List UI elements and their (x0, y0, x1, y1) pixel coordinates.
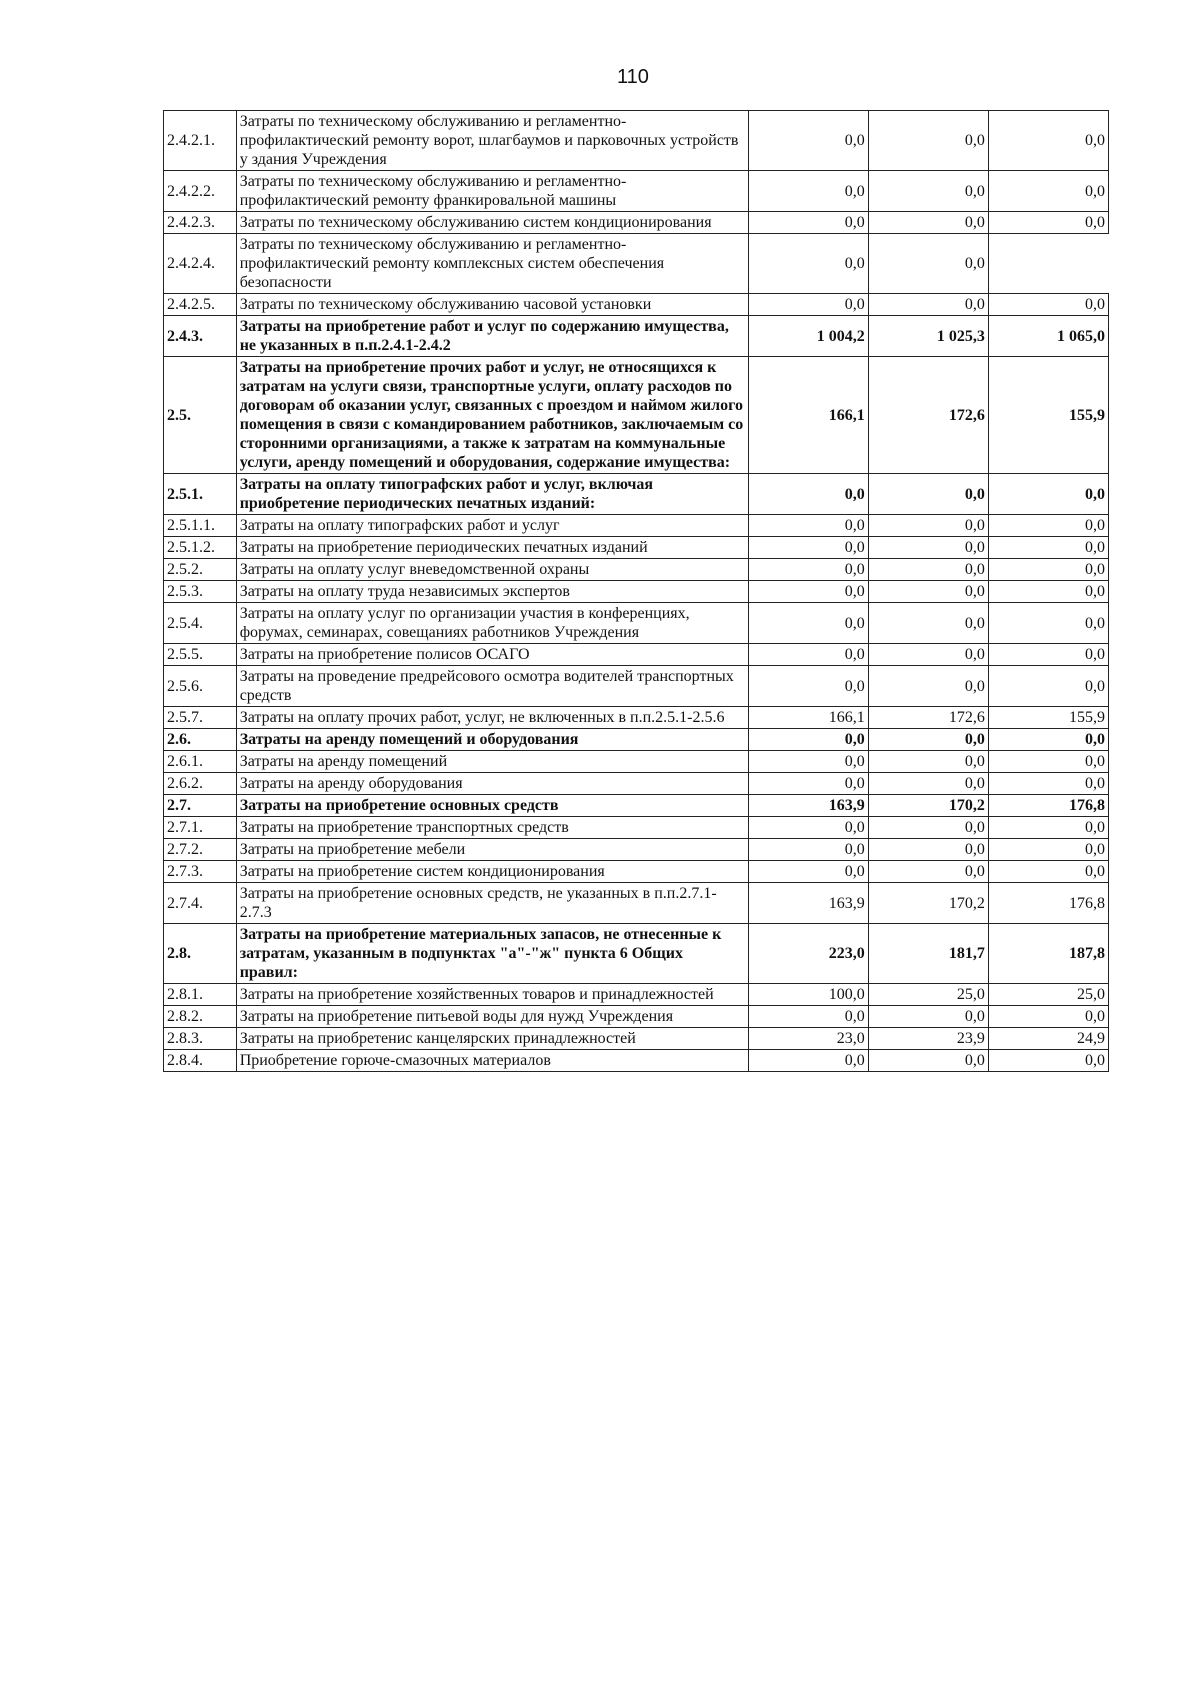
row-description: Затраты на приобретение питьевой воды для нужд Учреждения (236, 1006, 748, 1028)
row-value-3: 0,0 (988, 581, 1108, 603)
row-value-3: 0,0 (988, 644, 1108, 666)
row-value-1: 0,0 (748, 559, 868, 581)
row-value-3: 0,0 (988, 861, 1108, 883)
row-value-2: 0,0 (868, 1050, 988, 1072)
row-description: Затраты на аренду помещений и оборудования (236, 729, 748, 751)
table-row (164, 316, 1109, 357)
row-value-3 (988, 234, 1108, 294)
table-row (164, 111, 1109, 171)
row-value-1: 0,0 (748, 861, 868, 883)
budget-table-body (164, 111, 1109, 1072)
row-value-1: 163,9 (748, 883, 868, 924)
row-value-1: 0,0 (748, 644, 868, 666)
table-row (164, 751, 1109, 773)
row-value-2: 0,0 (868, 751, 988, 773)
table-row (164, 537, 1109, 559)
row-description: Затраты по техническому обслуживанию и регламентно-профилактический ремонту франкировальной машины (236, 171, 748, 212)
row-value-2: 0,0 (868, 861, 988, 883)
row-code: 2.8. (164, 924, 237, 984)
row-code: 2.8.1. (164, 984, 237, 1006)
row-value-2: 172,6 (868, 357, 988, 474)
row-value-1: 0,0 (748, 111, 868, 171)
table-row (164, 603, 1109, 644)
row-value-3: 155,9 (988, 357, 1108, 474)
row-description: Затраты по техническому обслуживанию и регламентно-профилактический ремонту ворот, шлагбаумов и парковочных устройств у здания Учреждения (236, 111, 748, 171)
row-value-1: 0,0 (748, 773, 868, 795)
row-value-1: 1 004,2 (748, 316, 868, 357)
row-value-2: 0,0 (868, 773, 988, 795)
row-description: Затраты на приобретение периодических печатных изданий (236, 537, 748, 559)
row-value-3: 176,8 (988, 883, 1108, 924)
row-value-3: 0,0 (988, 212, 1108, 234)
row-code: 2.5.2. (164, 559, 237, 581)
row-value-2: 0,0 (868, 1006, 988, 1028)
table-row (164, 559, 1109, 581)
row-description: Затраты на оплату труда независимых экспертов (236, 581, 748, 603)
row-code: 2.5. (164, 357, 237, 474)
row-value-3: 0,0 (988, 111, 1108, 171)
row-description: Затраты на приобретение полисов ОСАГО (236, 644, 748, 666)
row-value-1: 223,0 (748, 924, 868, 984)
row-value-1: 23,0 (748, 1028, 868, 1050)
row-description: Затраты на оплату типографских работ и услуг, включая приобретение периодических печатных изданий: (236, 474, 748, 515)
row-value-1: 166,1 (748, 357, 868, 474)
row-description: Затраты на приобретенис канцелярских принадлежностей (236, 1028, 748, 1050)
row-code: 2.8.2. (164, 1006, 237, 1028)
row-description: Затраты на аренду помещений (236, 751, 748, 773)
row-code: 2.7.4. (164, 883, 237, 924)
row-description: Затраты на приобретение основных средств, не указанных в п.п.2.7.1-2.7.3 (236, 883, 748, 924)
row-value-3: 0,0 (988, 603, 1108, 644)
row-description: Затраты на приобретение основных средств (236, 795, 748, 817)
row-code: 2.5.6. (164, 666, 237, 707)
row-value-2: 170,2 (868, 795, 988, 817)
row-value-3: 0,0 (988, 171, 1108, 212)
row-code: 2.6.1. (164, 751, 237, 773)
table-row (164, 644, 1109, 666)
row-code: 2.5.4. (164, 603, 237, 644)
table-row (164, 474, 1109, 515)
table-row (164, 234, 1109, 294)
row-description: Приобретение горюче-смазочных материалов (236, 1050, 748, 1072)
row-value-2: 1 025,3 (868, 316, 988, 357)
row-value-2: 0,0 (868, 212, 988, 234)
row-code: 2.4.2.3. (164, 212, 237, 234)
row-value-3: 0,0 (988, 729, 1108, 751)
row-description: Затраты на аренду оборудования (236, 773, 748, 795)
row-code: 2.7. (164, 795, 237, 817)
row-value-1: 0,0 (748, 839, 868, 861)
table-row (164, 984, 1109, 1006)
row-value-2: 0,0 (868, 515, 988, 537)
row-code: 2.8.3. (164, 1028, 237, 1050)
row-code: 2.4.3. (164, 316, 237, 357)
row-code: 2.5.1.1. (164, 515, 237, 537)
table-row (164, 795, 1109, 817)
row-value-1: 100,0 (748, 984, 868, 1006)
row-description: Затраты на приобретение материальных запасов, не отнесенные к затратам, указанным в подпунктах "а"-"ж" пункта 6 Общих правил: (236, 924, 748, 984)
row-code: 2.7.3. (164, 861, 237, 883)
row-value-2: 0,0 (868, 559, 988, 581)
row-value-2: 170,2 (868, 883, 988, 924)
row-description: Затраты по техническому обслуживанию систем кондиционирования (236, 212, 748, 234)
row-value-2: 0,0 (868, 666, 988, 707)
row-value-1: 163,9 (748, 795, 868, 817)
row-value-2: 0,0 (868, 111, 988, 171)
row-code: 2.7.2. (164, 839, 237, 861)
table-row (164, 171, 1109, 212)
row-value-1: 0,0 (748, 817, 868, 839)
row-value-1: 0,0 (748, 171, 868, 212)
row-value-3: 24,9 (988, 1028, 1108, 1050)
row-description: Затраты на приобретение работ и услуг по содержанию имущества, не указанных в п.п.2.4.1-2.4.2 (236, 316, 748, 357)
row-description: Затраты на приобретение систем кондиционирования (236, 861, 748, 883)
table-row (164, 1006, 1109, 1028)
table-row (164, 581, 1109, 603)
row-value-1: 0,0 (748, 515, 868, 537)
row-value-3: 187,8 (988, 924, 1108, 984)
row-description: Затраты на приобретение транспортных средств (236, 817, 748, 839)
row-description: Затраты на приобретение хозяйственных товаров и принадлежностей (236, 984, 748, 1006)
row-value-3: 0,0 (988, 1006, 1108, 1028)
row-value-3: 0,0 (988, 839, 1108, 861)
row-value-1: 0,0 (748, 729, 868, 751)
row-value-3: 0,0 (988, 294, 1108, 316)
row-value-2: 25,0 (868, 984, 988, 1006)
row-value-2: 0,0 (868, 644, 988, 666)
table-row (164, 1028, 1109, 1050)
row-description: Затраты на оплату услуг по организации участия в конференциях, форумах, семинарах, совещаниях работников Учреждения (236, 603, 748, 644)
row-code: 2.5.7. (164, 707, 237, 729)
row-value-3: 1 065,0 (988, 316, 1108, 357)
row-value-2: 0,0 (868, 817, 988, 839)
table-row (164, 729, 1109, 751)
row-value-1: 0,0 (748, 234, 868, 294)
row-value-2: 0,0 (868, 581, 988, 603)
row-code: 2.4.2.5. (164, 294, 237, 316)
table-row (164, 707, 1109, 729)
budget-table (163, 110, 1109, 1072)
row-description: Затраты на оплату типографских работ и услуг (236, 515, 748, 537)
page-number: 110 (617, 66, 649, 88)
row-description: Затраты по техническому обслуживанию и регламентно-профилактический ремонту комплексных систем обеспечения безопасности (236, 234, 748, 294)
row-value-2: 0,0 (868, 171, 988, 212)
row-value-2: 23,9 (868, 1028, 988, 1050)
table-row (164, 666, 1109, 707)
row-description: Затраты на приобретение мебели (236, 839, 748, 861)
table-row (164, 1050, 1109, 1072)
row-value-2: 0,0 (868, 537, 988, 559)
row-value-1: 0,0 (748, 1006, 868, 1028)
row-description: Затраты по техническому обслуживанию часовой установки (236, 294, 748, 316)
row-value-1: 0,0 (748, 1050, 868, 1072)
row-value-1: 0,0 (748, 603, 868, 644)
table-row (164, 861, 1109, 883)
row-value-1: 0,0 (748, 751, 868, 773)
row-code: 2.6. (164, 729, 237, 751)
table-row (164, 212, 1109, 234)
row-description: Затраты на проведение предрейсового осмотра водителей транспортных средств (236, 666, 748, 707)
row-value-3: 0,0 (988, 515, 1108, 537)
table-row (164, 773, 1109, 795)
row-description: Затраты на оплату прочих работ, услуг, не включенных в п.п.2.5.1-2.5.6 (236, 707, 748, 729)
row-value-3: 0,0 (988, 666, 1108, 707)
table-row (164, 924, 1109, 984)
table-row (164, 817, 1109, 839)
row-code: 2.4.2.1. (164, 111, 237, 171)
table-row (164, 294, 1109, 316)
row-value-2: 0,0 (868, 603, 988, 644)
row-value-3: 0,0 (988, 559, 1108, 581)
row-value-3: 0,0 (988, 751, 1108, 773)
row-value-1: 0,0 (748, 474, 868, 515)
row-value-2: 0,0 (868, 729, 988, 751)
row-value-1: 0,0 (748, 581, 868, 603)
row-value-3: 0,0 (988, 773, 1108, 795)
row-value-3: 0,0 (988, 1050, 1108, 1072)
row-value-3: 0,0 (988, 817, 1108, 839)
row-value-1: 0,0 (748, 666, 868, 707)
row-description: Затраты на оплату услуг вневедомственной охраны (236, 559, 748, 581)
row-value-2: 0,0 (868, 474, 988, 515)
row-value-3: 0,0 (988, 474, 1108, 515)
row-code: 2.5.1. (164, 474, 237, 515)
row-value-2: 0,0 (868, 839, 988, 861)
row-value-1: 166,1 (748, 707, 868, 729)
row-code: 2.5.3. (164, 581, 237, 603)
row-value-1: 0,0 (748, 537, 868, 559)
row-value-1: 0,0 (748, 212, 868, 234)
row-value-3: 176,8 (988, 795, 1108, 817)
row-value-2: 172,6 (868, 707, 988, 729)
row-code: 2.5.5. (164, 644, 237, 666)
table-row (164, 839, 1109, 861)
row-value-3: 155,9 (988, 707, 1108, 729)
table-row (164, 883, 1109, 924)
row-code: 2.4.2.2. (164, 171, 237, 212)
row-value-2: 0,0 (868, 234, 988, 294)
table-row (164, 357, 1109, 474)
row-code: 2.8.4. (164, 1050, 237, 1072)
row-value-2: 181,7 (868, 924, 988, 984)
row-value-3: 0,0 (988, 537, 1108, 559)
row-code: 2.7.1. (164, 817, 237, 839)
row-code: 2.4.2.4. (164, 234, 237, 294)
row-description: Затраты на приобретение прочих работ и услуг, не относящихся к затратам на услуги связи, транспортные услуги, оплату расходов по договорам об оказании услуг, связанных с проездом и наймом жилого помещения в связи с командированием работников, заключаемым со сторонними организациями, а также к затратам на коммунальные услуги, аренду помещений и оборудования, содержание имущества: (236, 357, 748, 474)
row-value-2: 0,0 (868, 294, 988, 316)
row-code: 2.6.2. (164, 773, 237, 795)
row-value-1: 0,0 (748, 294, 868, 316)
table-row (164, 515, 1109, 537)
row-value-3: 25,0 (988, 984, 1108, 1006)
row-code: 2.5.1.2. (164, 537, 237, 559)
